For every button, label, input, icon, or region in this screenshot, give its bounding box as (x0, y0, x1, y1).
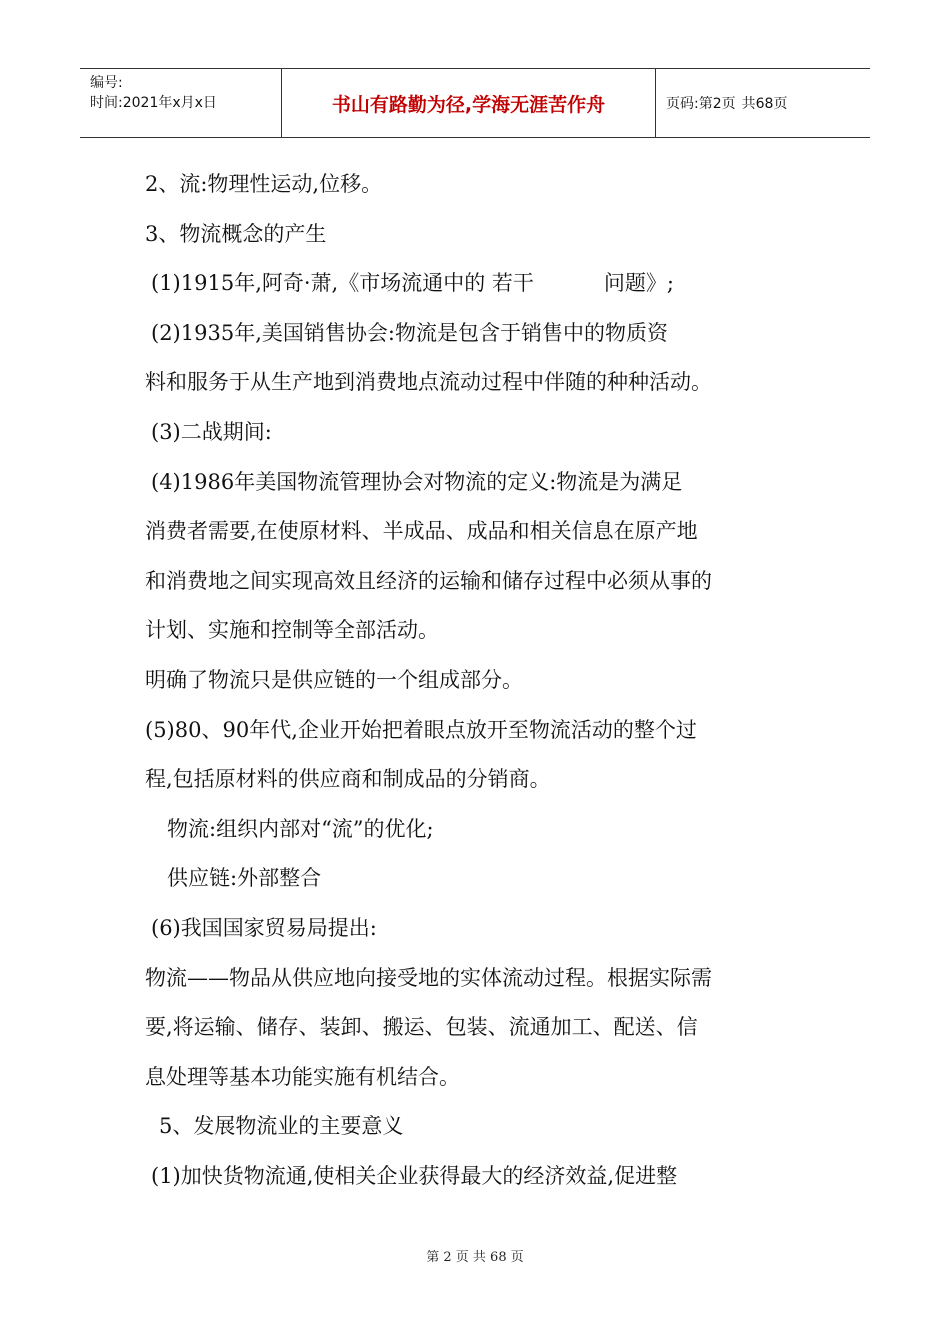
body-line: 5、发展物流业的主要意义 (159, 1114, 404, 1139)
header-page-info (656, 69, 870, 137)
body-line: 供应链:外部整合 (167, 866, 322, 891)
body-line: 要,将运输、储存、装卸、搬运、包装、流通加工、配送、信 (145, 1015, 698, 1040)
header-motto: 书山有路勤为径,学海无涯苦作舟 (282, 69, 656, 137)
body-line (145, 259, 815, 309)
page-footer: 第 2 页 共 68 页 (426, 1250, 524, 1265)
body-line: 计划、实施和控制等全部活动。 (145, 618, 439, 643)
body-line: 和消费地之间实现高效且经济的运输和储存过程中必须从事的 (145, 568, 712, 593)
document-body (145, 160, 815, 1201)
body-line: 料和服务于从生产地到消费地点流动过程中伴随的种种活动。 (145, 370, 712, 395)
page-header (80, 68, 870, 138)
body-line: (2)1935年,美国销售协会:物流是包含于销售中的物质资 (151, 320, 668, 345)
body-line: 消费者需要,在使原材料、半成品、成品和相关信息在原产地 (145, 519, 698, 544)
body-line: (6)我国国家贸易局提出: (151, 915, 377, 940)
body-line: 物流——物品从供应地向接受地的实体流动过程。根据实际需 (145, 965, 712, 990)
body-line: 3、物流概念的产生 (145, 221, 327, 246)
body-line: (5)80、90年代,企业开始把着眼点放开至物流活动的整个过 (145, 717, 697, 742)
body-line: 明确了物流只是供应链的一个组成部分。 (145, 667, 523, 692)
body-line: 程,包括原材料的供应商和制成品的分销商。 (145, 767, 551, 792)
header-page-total: 共68页 (741, 96, 788, 112)
body-line: (3)二战期间: (151, 419, 272, 444)
body-line-part: (1)1915年,阿奇·萧,《市场流通中的 若干 (151, 271, 534, 296)
header-meta (80, 69, 282, 137)
body-line: 2、流:物理性运动,位移。 (145, 172, 383, 196)
body-line-part: 问题》; (603, 271, 674, 296)
document-number-label: 编号: (90, 75, 123, 91)
header-page-number: 页码:第2页 (666, 96, 736, 112)
body-line: 物流:组织内部对“流”的优化; (167, 816, 434, 841)
body-line: (4)1986年美国物流管理协会对物流的定义:物流是为满足 (151, 469, 683, 494)
body-line: 息处理等基本功能实施有机结合。 (145, 1064, 460, 1089)
body-line: (1)加快货物流通,使相关企业获得最大的经济效益,促进整 (151, 1163, 678, 1188)
document-date-label: 时间:2021年x月x日 (90, 95, 217, 111)
